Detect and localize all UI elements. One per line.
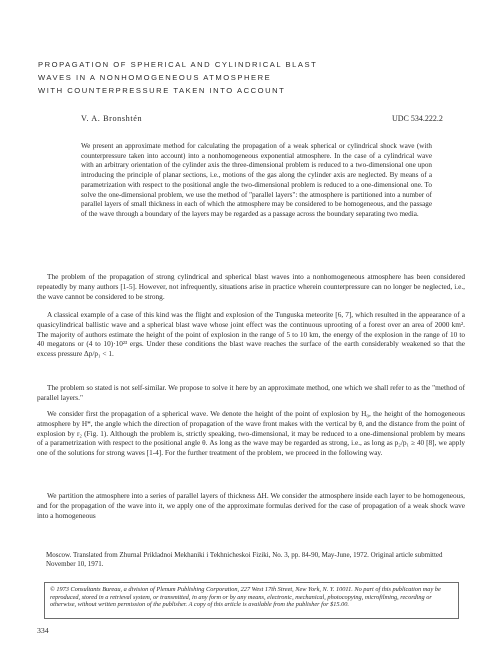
paragraph-text: The problem so stated is not self-similar. We propose to solve it here by an approximate method, one which we shall refer to as the "method of parallel layers." (37, 383, 465, 402)
paragraph-text: The problem of the propagation of strong cylindrical and spherical blast waves into a nonhomogeneous atmosphere has been considered repeatedly by many authors [1-5]. However, not infrequently, situations arise in practice wherein counterpressure can no longer be neglected, i.e., the wave cannot be considered to be strong. (37, 272, 465, 301)
page-number: 334 (37, 626, 49, 635)
body-paragraph-4 (37, 409, 465, 458)
title-line-1: PROPAGATION OF SPHERICAL AND CYLINDRICAL BLAST (38, 60, 318, 69)
udc-code: UDC 534.222.2 (392, 114, 443, 123)
author-name: V. A. Bronshtén (81, 114, 143, 123)
abstract: We present an approximate method for calculating the propagation of a weak spherical or cylindrical shock wave (with counterpressure taken into account) into a nonhomogeneous exponential atmosphere. In the case of a cylindrical wave with an arbitrary orientation of the cylinder axis the three-dimensional problem is reduced to a two-dimensional one upon introducing the principle of planar sections, i.e., motions of the gas along the cylinder axis are neglected. By means of a parametrization with respect to the positional angle the two-dimensional problem is reduced to a one-dimensional one. To solve the one-dimensional problem, we use the method of "parallel layers": the atmosphere is partitioned into a number of parallel layers of small thickness in each of which the atmosphere may be considered to be homogeneous, and the passage of the wave through a boundary of the layers may be regarded as a passage across the boundary separating two media. (81, 142, 432, 218)
article-title (38, 58, 317, 98)
paragraph-text: We partition the atmosphere into a series of parallel layers of thickness ΔH. We consider the atmosphere inside each layer to be homogeneous, and for the propagation of the wave into it, we apply one of the approximate formulas derived for the case of propagation of a weak shock wave into a homogeneous (37, 491, 465, 520)
title-line-2: WAVES IN A NONHOMOGENEOUS ATMOSPHERE (38, 73, 272, 83)
body-paragraph-5 (37, 491, 465, 520)
translation-note: Moscow. Translated from Zhurnal Prikladnoi Mekhaniki i Tekhnicheskoi Fiziki, No. 3, pp. 84-90, May-June, 1972. Original article submitted November 10, 1971. (46, 551, 443, 569)
paragraph-text: We consider first the propagation of a spherical wave. We denote the height of the point of explosion by H₀, the height of the homogeneous atmosphere by H*, the angle which the direction of propagation of the wave front makes with the vertical by θ, and the distance from the point of explosion by r₂ (Fig. 1). Although the problem is, strictly speaking, two-dimensional, it may be reduced to a one-dimensional problem by means of a parametrization with respect to the positional angle θ. As long as the wave may be regarded as strong, i.e., as long as p₂/p₁ ≥ 40 [8], we apply one of the solutions for strong waves [1-4]. For the further treatment of the problem, we proceed in the following way. (37, 409, 465, 457)
paragraph-text: A classical example of a case of this kind was the flight and explosion of the Tunguska meteorite [6, 7], which resulted in the appearance of a quasicylindrical ballistic wave and a spherical blast wave whose joint effect was the continuous uprooting of a forest over an area of 2000 km². The majority of authors estimate the height of the point of explosion in the range of 5 to 10 km, the energy of the explosion in the range of 10 to 40 megatons or (4 to 10)·10²³ ergs. Under these conditions the blast wave reaches the surface of the earth considerably weakened so that the excess pressure Δp/p₁ < 1. (37, 310, 465, 358)
body-paragraph-3 (37, 383, 465, 403)
body-paragraph-1 (37, 272, 465, 301)
body-paragraph-2 (37, 310, 465, 359)
copyright-box: © 1973 Consultants Bureau, a division of Plenum Publishing Corporation, 227 West 17th Street, New York, N. Y. 10011. No part of this publication may be reproduced, stored in a retrieval system, or transmitted, in any form or by any means, electronic, mechanical, photocopying, microfilming, recording or otherwise, without written permission of the publisher. A copy of this article is available from the publisher for $15.00. (44, 582, 459, 619)
title-line-3: WITH COUNTERPRESSURE TAKEN INTO ACCOUNT (38, 86, 286, 96)
